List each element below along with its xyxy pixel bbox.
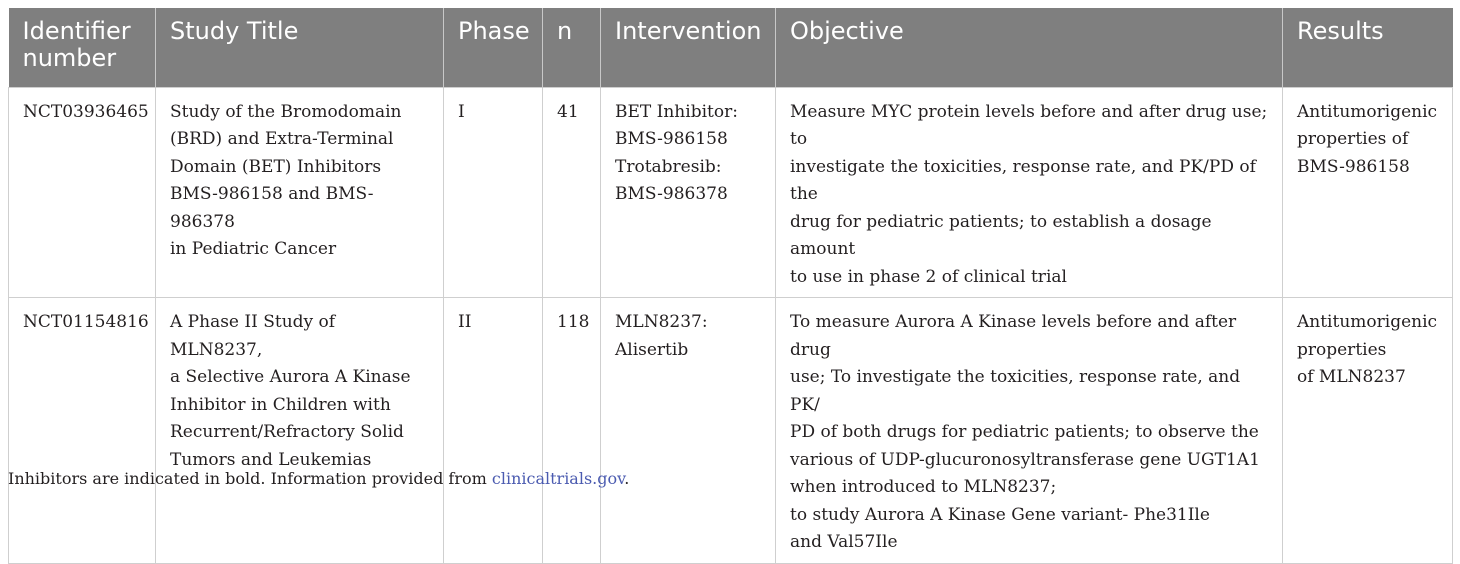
cell-phase: I bbox=[444, 87, 543, 298]
cell-results: Antitumorigenic properties of MLN8237 bbox=[1283, 298, 1453, 564]
footnote-text: Inhibitors are indicated in bold. Information provided from bbox=[8, 469, 492, 488]
cell-n: 41 bbox=[543, 87, 601, 298]
cell-objective: Measure MYC protein levels before and after drug use; to investigate the toxicities, response rate, and PK/PD of the drug for pediatric patients; to establish a dosage amount to use in phase 2 of clinical trial bbox=[776, 87, 1283, 298]
cell-results: Antitumorigenic properties of BMS-986158 bbox=[1283, 87, 1453, 298]
footnote-end: . bbox=[624, 469, 630, 488]
table-row bbox=[9, 87, 1453, 298]
cell-study-title: A Phase II Study of MLN8237, a Selective Aurora A Kinase Inhibitor in Children with Recurrent/Refractory Solid Tumors and Leukemias bbox=[156, 298, 444, 564]
header-phase: Phase bbox=[444, 8, 543, 87]
cell-n: 118 bbox=[543, 298, 601, 564]
header-identifier: Identifier number bbox=[9, 8, 156, 87]
header-study-title: Study Title bbox=[156, 8, 444, 87]
table-row bbox=[9, 298, 1453, 564]
header-n: n bbox=[543, 8, 601, 87]
clinicaltrials-link[interactable]: clinicaltrials.gov bbox=[491, 469, 625, 488]
cell-identifier: NCT03936465 bbox=[9, 87, 156, 298]
cell-intervention: MLN8237: Alisertib bbox=[601, 298, 776, 564]
cell-study-title: Study of the Bromodomain (BRD) and Extra-Terminal Domain (BET) Inhibitors BMS-986158 and BMS-986378 in Pediatric Cancer bbox=[156, 87, 444, 298]
cell-objective: To measure Aurora A Kinase levels before and after drug use; To investigate the toxicities, response rate, and PK/ PD of both drugs for pediatric patients; to observe the various of UDP-glucuronosyltransferase gene UGT1A1 when introduced to MLN8237; to study Aurora A Kinase Gene variant- Phe31Ile and Val57Ile bbox=[776, 298, 1283, 564]
table-footnote bbox=[8, 469, 629, 489]
header-objective: Objective bbox=[776, 8, 1283, 87]
header-row bbox=[9, 8, 1453, 87]
header-intervention: Intervention bbox=[601, 8, 776, 87]
cell-phase: II bbox=[444, 298, 543, 564]
cell-intervention: BET Inhibitor: BMS-986158 Trotabresib: BMS-986378 bbox=[601, 87, 776, 298]
header-results: Results bbox=[1283, 8, 1453, 87]
cell-identifier: NCT01154816 bbox=[9, 298, 156, 564]
